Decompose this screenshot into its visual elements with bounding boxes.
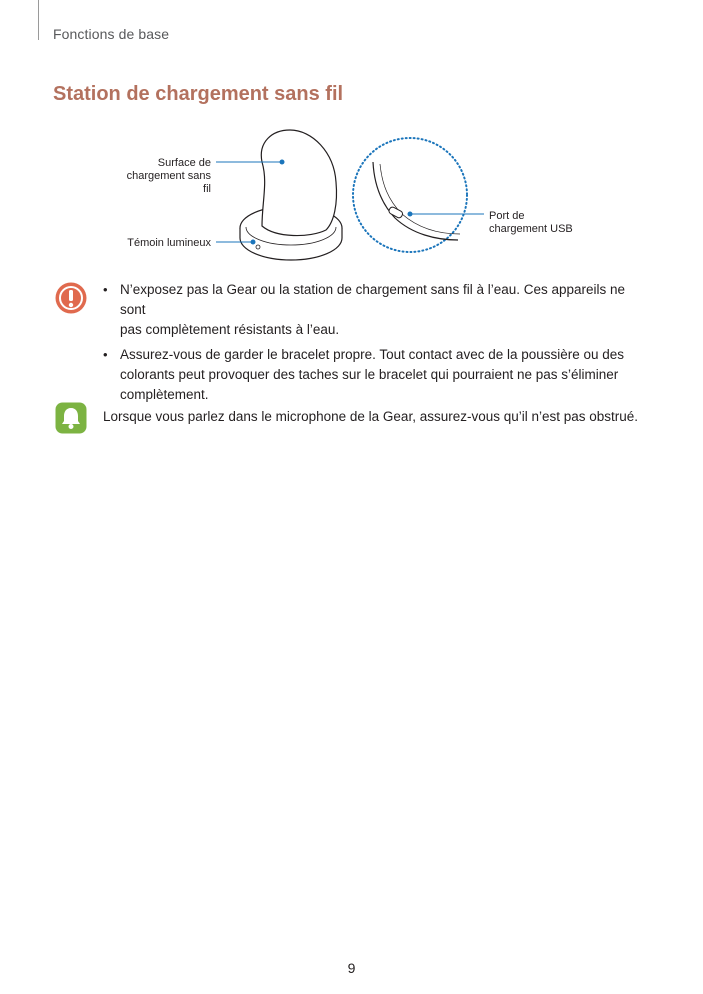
label-line: chargement sans [126, 170, 211, 182]
page-number: 9 [347, 960, 356, 976]
caution-icon [55, 282, 87, 314]
caution-text-line: colorants peut provoquer des taches sur le bracelet qui pourraient ne pas s’éliminer [120, 367, 619, 382]
page-title: Station de chargement sans fil [53, 83, 344, 105]
label-line: Surface de [157, 157, 211, 169]
list-item [103, 345, 643, 405]
caution-text-line: Assurez-vous de garder le bracelet propre. Tout contact avec de la poussière ou des [120, 347, 625, 362]
header-rule [38, 0, 39, 40]
charging-station-figure [0, 122, 703, 272]
zoom-circle [353, 138, 467, 252]
charging-station-illustration [0, 122, 703, 272]
caution-text-line: complètement. [120, 387, 209, 402]
note-text: Lorsque vous parlez dans le microphone de la Gear, assurez-vous qu’il n’est pas obstrué. [103, 409, 639, 424]
caution-text-line: pas complètement résistants à l’eau. [120, 322, 340, 337]
caution-text-line: N’exposez pas la Gear ou la station de chargement sans fil à l’eau. Ces appareils ne sont [120, 282, 626, 317]
section-header: Fonctions de base [53, 26, 170, 42]
label-line: chargement USB [489, 223, 573, 235]
label-line: fil [203, 183, 211, 195]
label-line: Port de [489, 210, 525, 222]
label-port-usb [489, 210, 573, 236]
list-item [103, 280, 643, 340]
label-surface-de-chargement [127, 157, 211, 196]
bullet: • [103, 282, 108, 297]
label-temoin-lumineux: Témoin lumineux [127, 237, 211, 249]
caution-list [103, 280, 643, 410]
bullet: • [103, 347, 108, 362]
bell-icon [55, 402, 87, 434]
